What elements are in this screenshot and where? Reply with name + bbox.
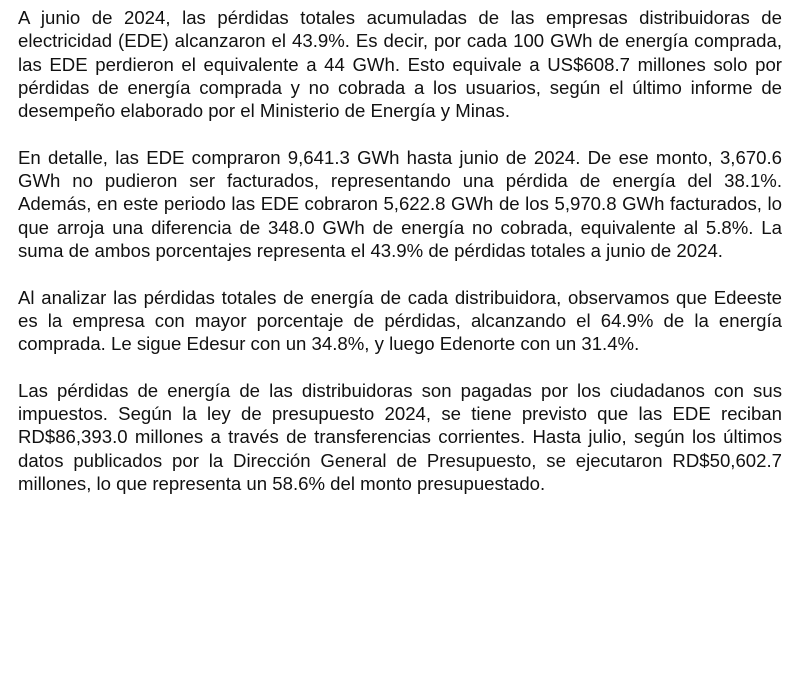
paragraph-losses-by-distributor: Al analizar las pérdidas totales de energía de cada distribuidora, observamos que Edeeste es la empresa con mayor porcentaje de pérdidas, alcanzando el 64.9% de la energía comprada. Le sigue Edesur con un 34.8%, y luego Edenorte con un 31.4%. [18, 286, 782, 355]
article-body [18, 6, 782, 495]
paragraph-losses-summary: A junio de 2024, las pérdidas totales acumuladas de las empresas distribuidoras de electricidad (EDE) alcanzaron el 43.9%. Es decir, por cada 100 GWh de energía comprada, las EDE perdieron el equivalente a 44 GWh. Esto equivale a US$608.7 millones solo por pérdidas de energía comprada y no cobrada a los usuarios, según el último informe de desempeño elaborado por el Ministerio de Energía y Minas. [18, 7, 782, 122]
paragraph-purchase-details: En detalle, las EDE compraron 9,641.3 GWh hasta junio de 2024. De ese monto, 3,670.6 GWh no pudieron ser facturados, representando una pérdida de energía del 38.1%. Además, en este periodo las EDE cobraron 5,622.8 GWh de los 5,970.8 GWh facturados, lo que arroja una diferencia de 348.0 GWh de energía no cobrada, equivalente al 5.8%. La suma de ambos porcentajes representa el 43.9% de pérdidas totales a junio de 2024. [18, 146, 782, 261]
paragraph-budget-transfers: Las pérdidas de energía de las distribuidoras son pagadas por los ciudadanos con sus impuestos. Según la ley de presupuesto 2024, se tiene previsto que las EDE reciban RD$86,393.0 millones a través de transferencias corrientes. Hasta julio, según los últimos datos publicados por la Dirección General de Presupuesto, se ejecutaron RD$50,602.7 millones, lo que representa un 58.6% del monto presupuestado. [18, 379, 782, 494]
